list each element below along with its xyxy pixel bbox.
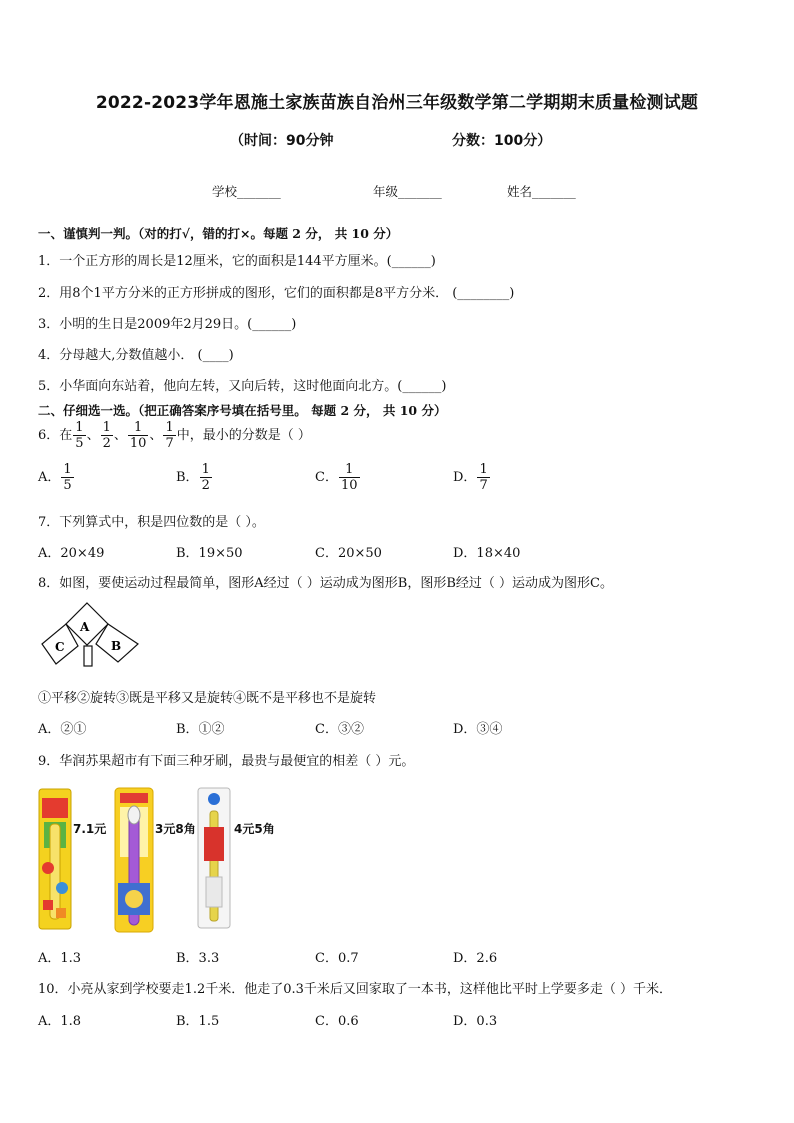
q8-option-b[interactable]: B．①② [176, 722, 225, 737]
label-a: A [80, 620, 90, 634]
school-field[interactable]: 学校_______ [212, 184, 281, 199]
grade-field[interactable]: 年级_______ [373, 184, 442, 199]
question-9: 9．华润苏果超市有下面三种牙刷，最贵与最便宜的相差（ ）元。 [38, 754, 415, 769]
q6-option-d[interactable]: D． $\frac{1}{7}$ [453, 462, 488, 493]
toothbrush-3-image [197, 787, 231, 929]
q6-suffix: 中，最小的分数是（ ） [176, 428, 311, 443]
question-10: 10．小亮从家到学校要走1.2千米．他走了0.3千米后又回家取了一本书，这样他比平时上学要多走（ ）千米． [38, 982, 673, 997]
q7-option-b[interactable]: B．19×50 [176, 546, 243, 561]
q10-option-c[interactable]: C．0.6 [315, 1014, 359, 1029]
name-field[interactable]: 姓名_______ [507, 184, 576, 199]
q8-option-c[interactable]: C．③② [315, 722, 364, 737]
q9-option-a[interactable]: A．1.3 [38, 951, 82, 966]
q10-option-a[interactable]: A．1.8 [38, 1014, 82, 1029]
judge-item-1[interactable]: 1．一个正方形的周长是12厘米，它的面积是144平方厘米。(______) [38, 254, 436, 269]
q7-option-d[interactable]: D．18×40 [453, 546, 521, 561]
section2-heading: 二、仔细选一选。（把正确答案序号填在括号里。 每题 2 分， 共 10 分） [38, 403, 447, 418]
price-1: 7.1元 [73, 822, 107, 836]
exam-score: 分数：100分） [452, 133, 552, 149]
q8-option-a[interactable]: A．②① [38, 722, 87, 737]
question-8: 8．如图，要使运动过程最简单，图形A经过（ ）运动成为图形B，图形B经过（ ）运动成为图形C。 [38, 576, 613, 591]
fraction: $\frac{1}{7}$ [165, 420, 174, 451]
q8-choices-line: ①平移②旋转③既是平移又是旋转④既不是平移也不是旋转 [38, 691, 377, 706]
judge-item-5[interactable]: 5．小华面向东站着，他向左转，又向后转，这时他面向北方。(______) [38, 379, 447, 394]
toothbrush-1-image [38, 788, 72, 930]
q8-option-d[interactable]: D．③④ [453, 722, 503, 737]
question-6: 6．在 $\frac{1}{5}$ 、 $\frac{1}{2}$ 、 $\frac{1}{10}$ 、 $\frac{1}{7}$ 中，最小的分数是（ ） [38, 420, 311, 451]
judge-item-4[interactable]: 4．分母越大,分数值越小． (____) [38, 348, 234, 363]
q9-option-b[interactable]: B．3.3 [176, 951, 220, 966]
q6-option-c[interactable]: C． $\frac{1}{10}$ [315, 462, 358, 493]
rotation-figure [38, 600, 142, 672]
q6-option-a[interactable]: A． $\frac{1}{5}$ [38, 462, 72, 493]
exam-time: （时间：90分钟 [230, 133, 334, 149]
label-c: C [55, 640, 65, 654]
fraction: $\frac{1}{2}$ [102, 420, 111, 451]
price-3: 4元5角 [234, 822, 275, 836]
question-7: 7．下列算式中，积是四位数的是（ ）。 [38, 515, 265, 530]
q6-option-b[interactable]: B． $\frac{1}{2}$ [176, 462, 210, 493]
q9-option-c[interactable]: C．0.7 [315, 951, 359, 966]
judge-item-2[interactable]: 2．用8个1平方分米的正方形拼成的图形，它们的面积都是8平方分米． (________) [38, 286, 515, 301]
label-b: B [111, 639, 122, 653]
q7-option-a[interactable]: A．20×49 [38, 546, 105, 561]
pivot-rect [84, 646, 92, 666]
fraction: $\frac{1}{10}$ [129, 420, 147, 451]
q6-prefix: 6．在 [38, 428, 73, 443]
price-2: 3元8角 [155, 822, 196, 836]
fraction: $\frac{1}{5}$ [75, 420, 84, 451]
q10-option-b[interactable]: B．1.5 [176, 1014, 220, 1029]
q9-option-d[interactable]: D．2.6 [453, 951, 498, 966]
q10-option-d[interactable]: D．0.3 [453, 1014, 498, 1029]
judge-item-3[interactable]: 3．小明的生日是2009年2月29日。(______) [38, 317, 297, 332]
section1-heading: 一、谨慎判一判。（对的打√，错的打×。每题 2 分， 共 10 分） [38, 226, 399, 241]
q7-option-c[interactable]: C．20×50 [315, 546, 382, 561]
toothbrush-2-image [114, 787, 154, 933]
exam-title: 2022-2023学年恩施土家族苗族自治州三年级数学第二学期期末质量检测试题 [95, 93, 699, 113]
